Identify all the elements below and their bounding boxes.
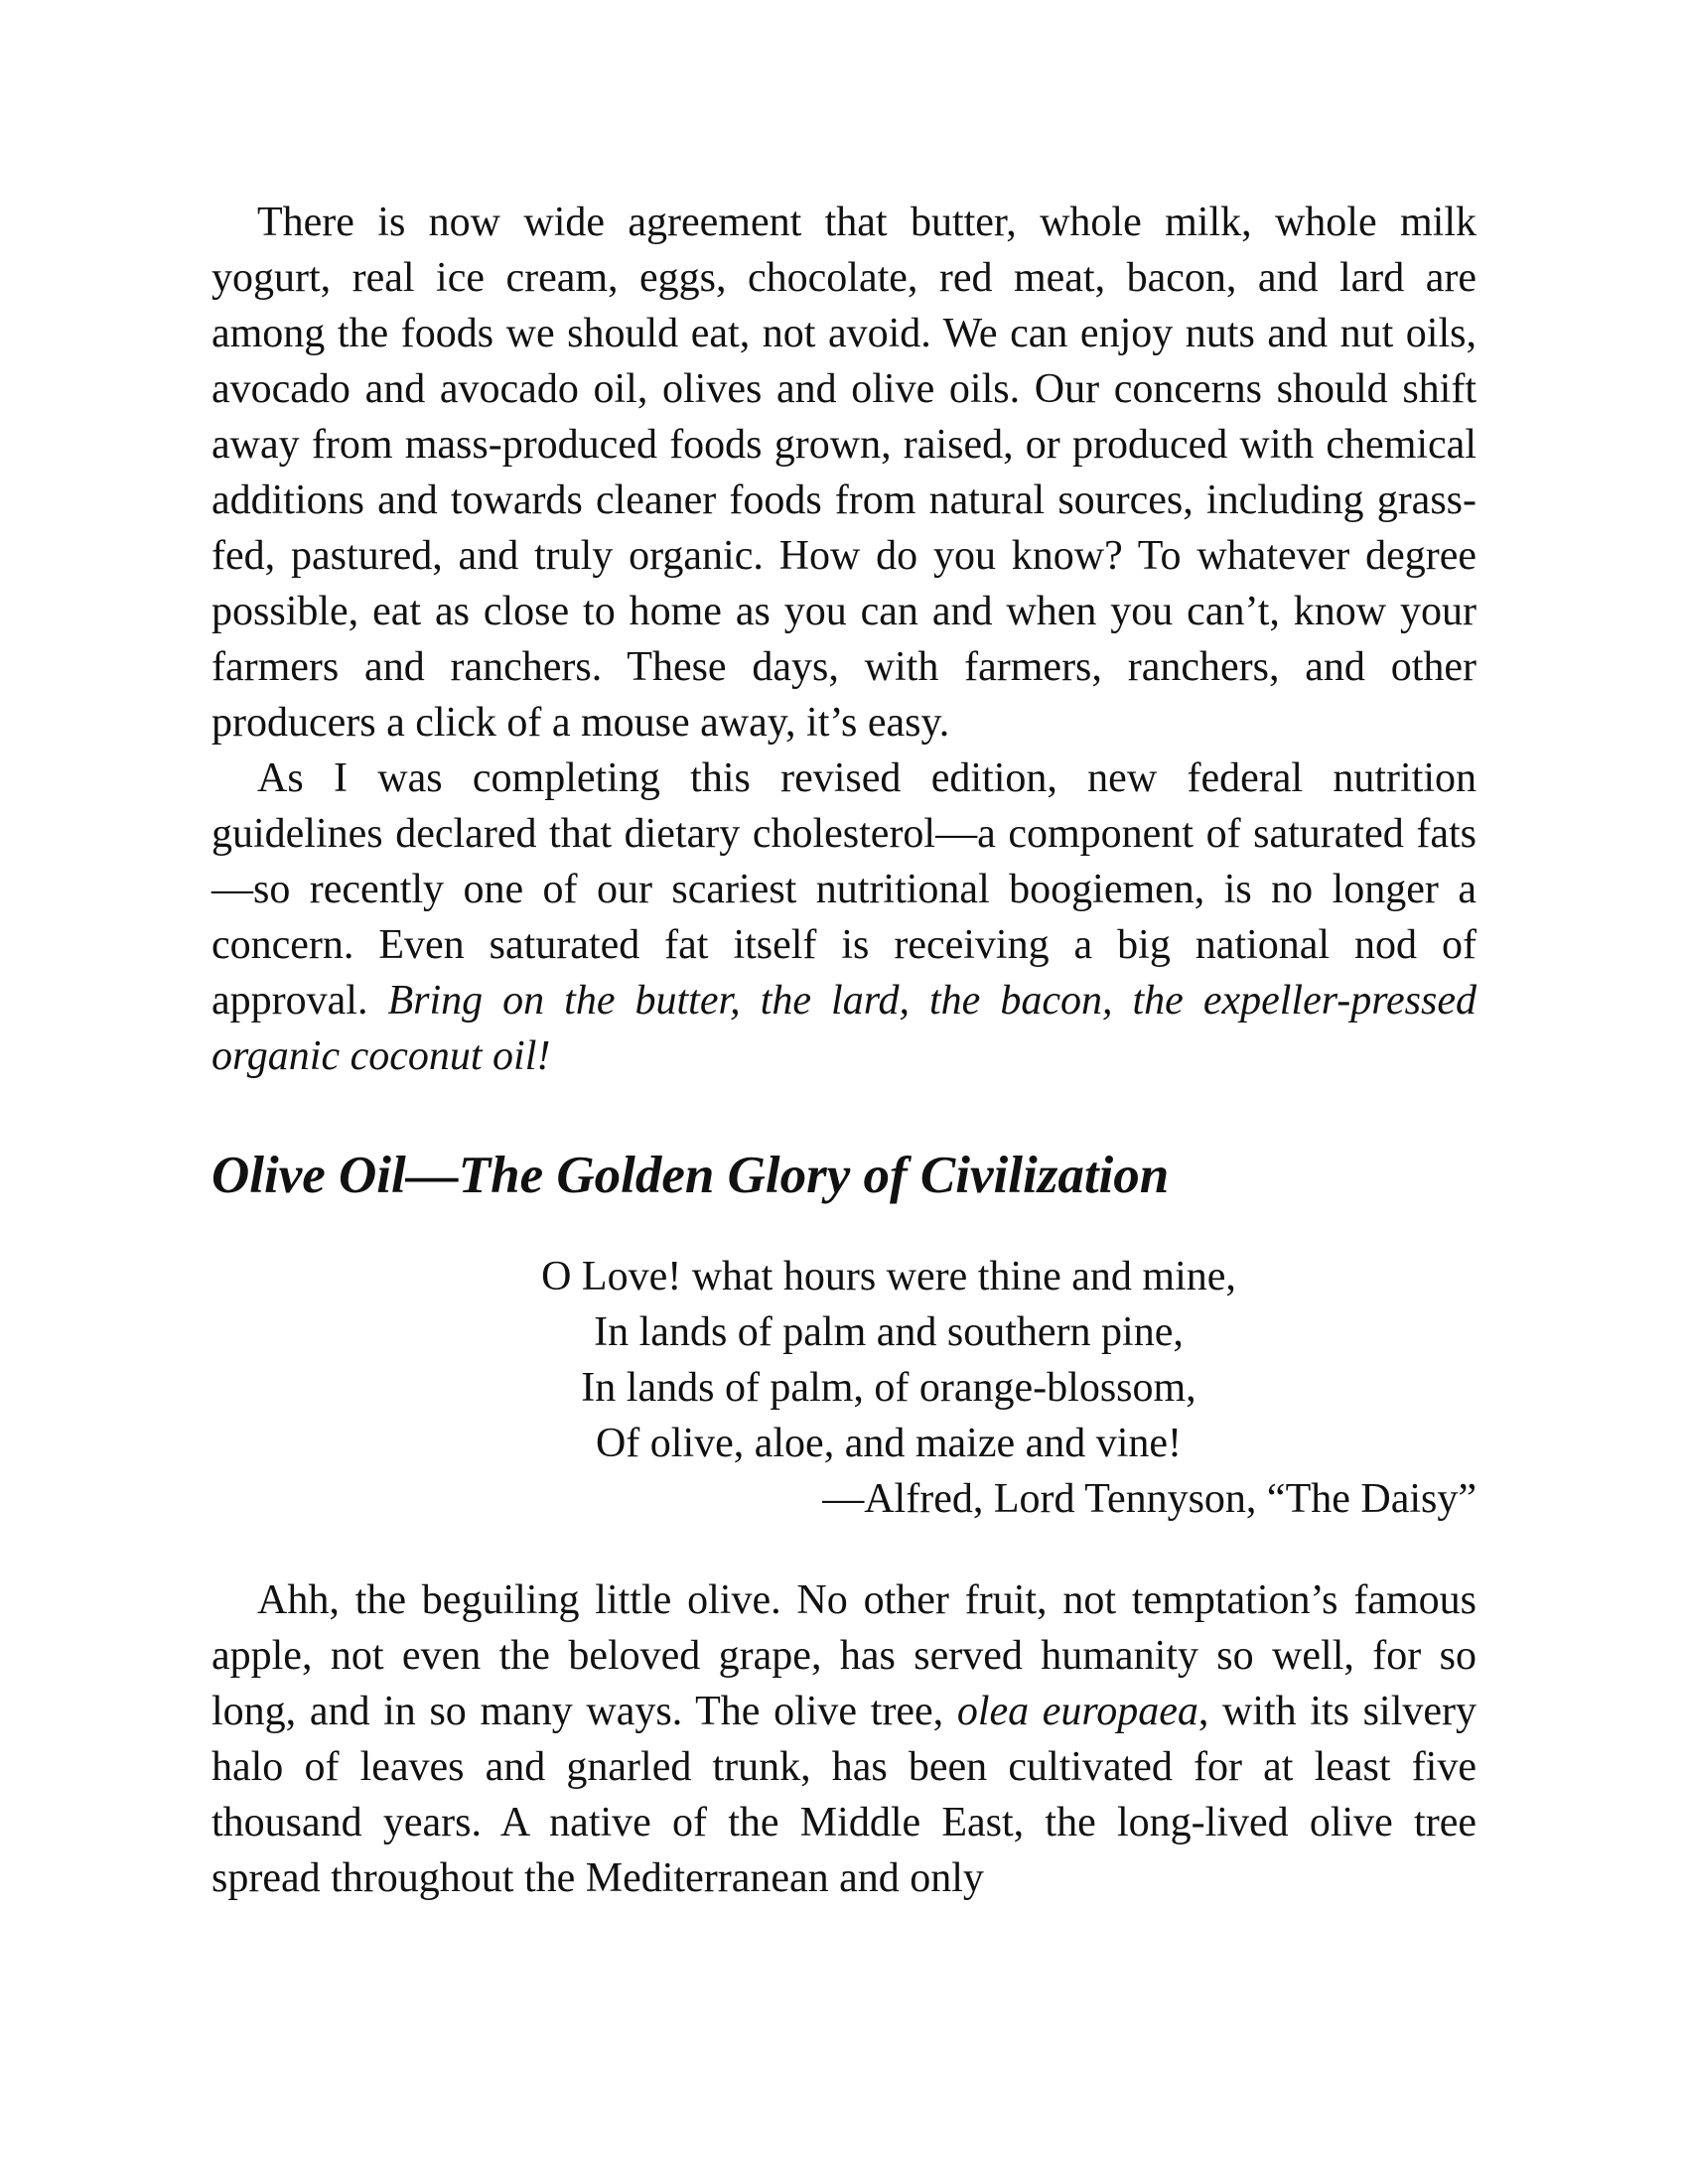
epigraph-line: O Love! what hours were thine and mine,: [541, 1254, 1236, 1299]
page-content: [211, 195, 1477, 1906]
paragraph-italic-text: olea europaea: [956, 1689, 1198, 1734]
epigraph-line: In lands of palm, of orange-blossom,: [581, 1365, 1196, 1411]
paragraph-text: , with its silvery halo of leaves and gnarled trunk, has been cultivated for at least five thousand years. A native of the Middle East, the long-lived olive tree spread throughout the Mediterranean and only: [211, 1689, 1477, 1901]
epigraph-line: Of olive, aloe, and maize and vine!: [595, 1421, 1183, 1466]
section-heading: Olive Oil—The Golden Glory of Civilization: [211, 1147, 1170, 1204]
body-paragraph-fats: [211, 195, 1477, 751]
epigraph: [211, 1249, 1477, 1527]
body-paragraph-olive: [211, 1572, 1477, 1906]
paragraph-text: There is now wide agreement that butter, whole milk, whole milk yogurt, real ice cream, eggs, chocolate, red meat, bacon, and lard are among the foods we should eat, not avoid. We can enjoy nuts and nut oils, avocado and avocado oil, olives and olive oils. Our concerns should shift away from mass-produced foods grown, raised, or produced with chemical additions and towards cleaner foods from natural sources, including grass-fed, pastured, and truly organic. How do you know? To whatever degree possible, eat as close to home as you can and when you can’t, know your farmers and ranchers. These days, with farmers, ranchers, and other producers a click of a mouse away, it’s easy.: [211, 200, 1477, 746]
epigraph-attribution: —Alfred, Lord Tennyson, “The Daisy”: [822, 1476, 1477, 1522]
body-paragraph-guidelines: [211, 751, 1477, 1084]
paragraph-text: As I was completing this revised edition, new federal nutrition guidelines declared that dietary cholesterol—a component of saturated fats—so recently one of our scariest nutritional boogiemen, is no longer a concern. Even saturated fat itself is receiving a big national nod of approval.: [211, 755, 1477, 1024]
paragraph-text: Ahh, the beguiling little olive. No other fruit, not temptation’s famous apple, not even the beloved grape, has served humanity so well, for so long, and in so many ways. The olive tree,: [211, 1577, 1477, 1734]
epigraph-line: In lands of palm and southern pine,: [594, 1309, 1184, 1355]
paragraph-italic-text: Bring on the butter, the lard, the bacon, the expeller-pressed organic coconut oil!: [211, 978, 1477, 1079]
